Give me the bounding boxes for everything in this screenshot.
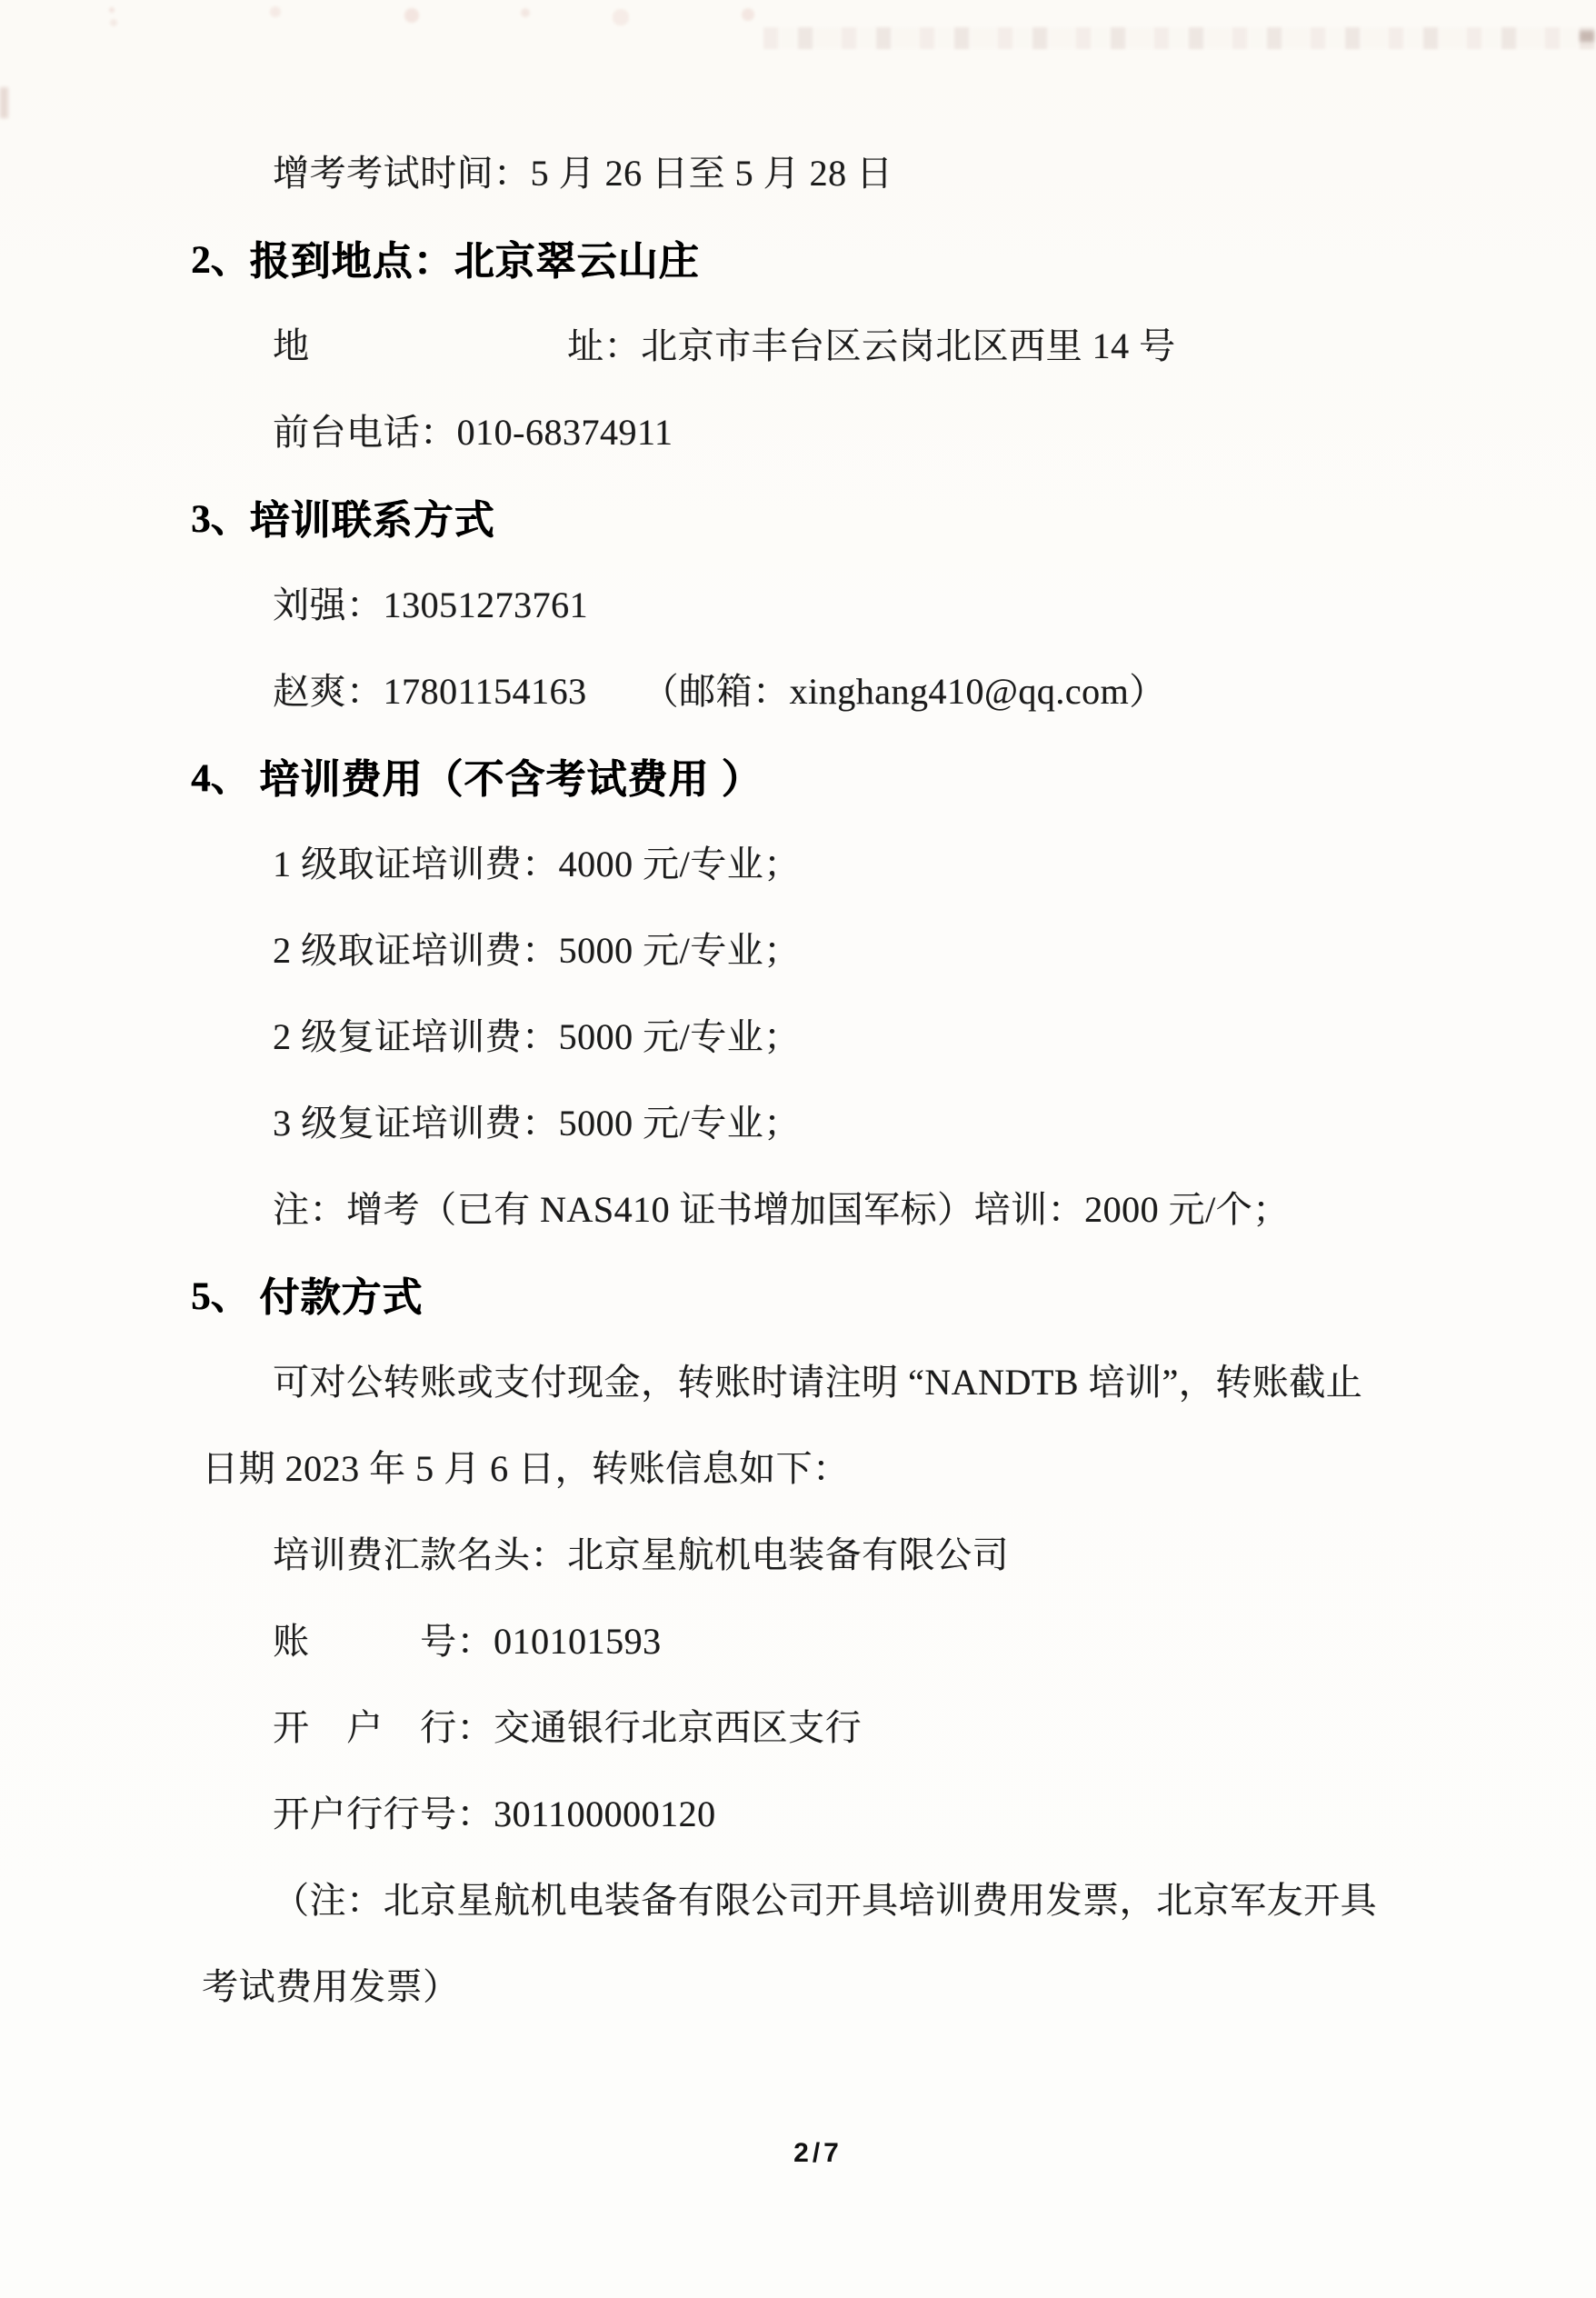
line-fee-level1-cert bbox=[191, 818, 1505, 904]
line-invoice-note-1 bbox=[191, 1854, 1505, 1941]
line-text: 1 级取证培训费：4000 元/专业； bbox=[273, 844, 801, 884]
heading-text: 培训费用（不含考试费用 ） bbox=[259, 756, 763, 802]
line-text: 2 级复证培训费：5000 元/专业； bbox=[273, 1016, 801, 1057]
line-text: 培训费汇款名头：北京星航机电装备有限公司 bbox=[273, 1534, 1009, 1575]
scan-artifact-corner bbox=[1580, 31, 1594, 42]
line-contact-zhaoshuang-email bbox=[191, 645, 1505, 732]
line-text: 增考考试时间：5 月 26 日至 5 月 28 日 bbox=[273, 153, 893, 194]
line-payment-paragraph-2 bbox=[191, 1423, 1505, 1509]
heading-number: 2、 bbox=[191, 239, 250, 282]
line-text: 可对公转账或支付现金，转账时请注明 “NANDTB 培训”，转账截止 bbox=[273, 1362, 1363, 1403]
line-text: 刘强：13051273761 bbox=[273, 584, 588, 625]
line-text: （注：北京星航机电装备有限公司开具培训费用发票，北京军友开具 bbox=[273, 1880, 1377, 1921]
scan-artifact-left-edge bbox=[0, 87, 8, 118]
heading-text: 培训联系方式 bbox=[249, 497, 495, 543]
heading-number: 4、 bbox=[191, 757, 260, 800]
line-makeup-exam-time bbox=[191, 127, 1505, 214]
line-text: 地 址：北京市丰台区云岗北区西里 14 号 bbox=[273, 325, 1176, 366]
line-text: 3 级复证培训费：5000 元/专业； bbox=[273, 1103, 801, 1144]
scan-artifact-dots bbox=[109, 7, 115, 13]
line-text: 前台电话：010-68374911 bbox=[273, 412, 673, 453]
line-text: 赵爽：17801154163 （邮箱：xinghang410@qq.com） bbox=[273, 671, 1166, 712]
page-number: 2/7 bbox=[793, 2138, 843, 2168]
heading-number: 5、 bbox=[191, 1275, 260, 1318]
heading-training-contact bbox=[191, 473, 1505, 559]
document-body bbox=[191, 127, 1505, 2027]
heading-number: 3、 bbox=[191, 498, 250, 541]
line-bank-branch-number bbox=[191, 1768, 1505, 1854]
line-address bbox=[191, 300, 1505, 386]
line-text: 开户行行号：301100000120 bbox=[273, 1793, 716, 1834]
line-bank-name bbox=[191, 1682, 1505, 1768]
line-contact-liuqiang bbox=[191, 559, 1505, 645]
line-text: 日期 2023 年 5 月 6 日，转账信息如下： bbox=[202, 1448, 850, 1489]
heading-text: 付款方式 bbox=[259, 1274, 424, 1320]
heading-payment-method bbox=[191, 1250, 1505, 1336]
line-fee-makeup-note bbox=[191, 1164, 1505, 1250]
heading-training-fee bbox=[191, 732, 1505, 818]
line-fee-level3-recert bbox=[191, 1077, 1505, 1164]
line-text: 注：增考（已有 NAS410 证书增加国军标）培训：2000 元/个； bbox=[273, 1189, 1290, 1230]
line-remittance-name bbox=[191, 1509, 1505, 1595]
line-text: 开 户 行：交通银行北京西区支行 bbox=[273, 1707, 862, 1748]
scan-artifact-band bbox=[763, 27, 1596, 49]
line-text: 考试费用发票） bbox=[202, 1966, 460, 2007]
line-fee-level2-cert bbox=[191, 904, 1505, 991]
heading-report-location bbox=[191, 214, 1505, 300]
heading-text: 报到地点：北京翠云山庄 bbox=[249, 238, 700, 284]
line-payment-paragraph-1 bbox=[191, 1336, 1505, 1423]
line-invoice-note-2 bbox=[191, 1941, 1505, 2027]
line-account-number bbox=[191, 1595, 1505, 1682]
line-text: 账 号：010101593 bbox=[273, 1621, 662, 1662]
line-text: 2 级取证培训费：5000 元/专业； bbox=[273, 930, 801, 971]
line-front-desk-phone bbox=[191, 386, 1505, 473]
line-fee-level2-recert bbox=[191, 991, 1505, 1077]
